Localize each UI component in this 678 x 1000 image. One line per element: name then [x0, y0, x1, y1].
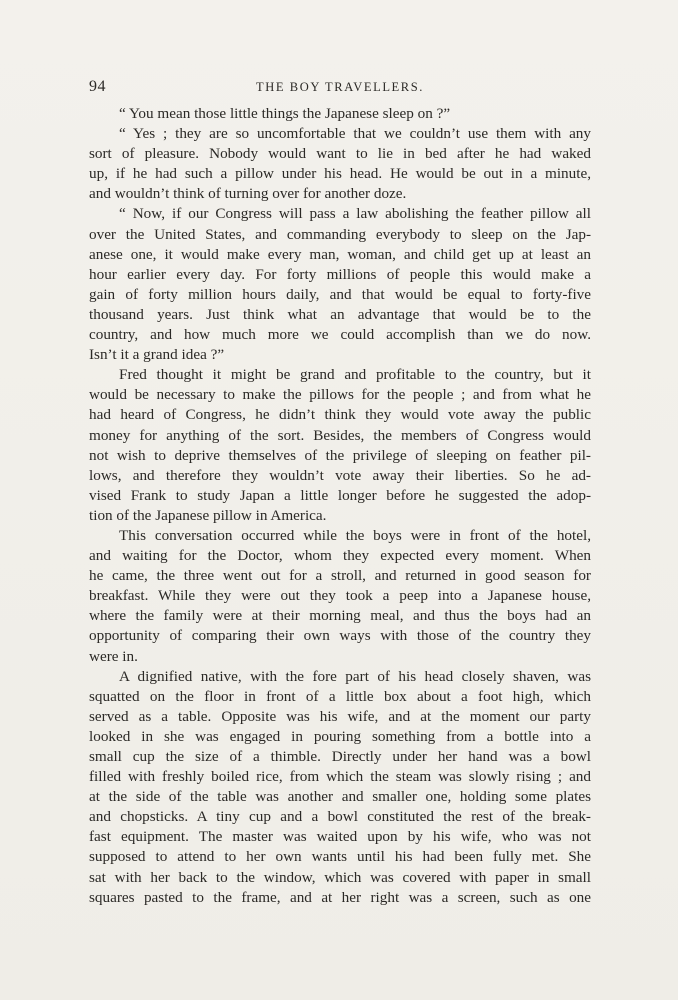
page-number: 94 [89, 78, 106, 95]
text-line: tion of the Japanese pillow in America. [89, 506, 327, 524]
text-line: he came, the three went out for a stroll, and returned in good season for [89, 567, 591, 585]
text-line: would be necessary to make the pillows for the people ; and from what he [89, 386, 591, 404]
text-line: and waiting for the Doctor, whom they expected every moment. When [89, 547, 591, 565]
text-line: gain of forty million hours daily, and that would be equal to forty-five [89, 285, 591, 303]
text-line: filled with freshly boiled rice, from which the steam was slowly rising ; and [89, 768, 591, 786]
text-line: and wouldn’t think of turning over for another doze. [89, 185, 407, 203]
text-line: Fred thought it might be grand and profitable to the country, but it [119, 366, 591, 384]
text-line: thousand years. Just think what an advantage that would be to the [89, 305, 591, 323]
text-line: lows, and therefore they wouldn’t vote away their liberties. So he ad- [89, 466, 591, 484]
text-line: hour earlier every day. For forty millions of people this would make a [89, 265, 591, 283]
text-line: money for anything of the sort. Besides, the members of Congress would [89, 426, 591, 444]
text-line: sat with her back to the window, which was covered with paper in small [89, 868, 591, 886]
running-head [89, 78, 591, 100]
text-line: anese one, it would make every man, woman, and child get up at least an [89, 245, 591, 263]
text-line: were in. [89, 647, 138, 665]
text-line: opportunity of comparing their own ways with those of the country they [89, 627, 591, 645]
text-line: “ Yes ; they are so uncomfortable that we couldn’t use them with any [119, 125, 591, 143]
text-line: not wish to deprive themselves of the privilege of sleeping on feather pil- [89, 446, 591, 464]
body-text [89, 104, 591, 908]
text-line: over the United States, and commanding everybody to sleep on the Jap- [89, 225, 591, 243]
text-line: Isn’t it a grand idea ?” [89, 346, 225, 364]
text-line: where the family were at their morning meal, and thus the boys had an [89, 607, 591, 625]
text-line: squares pasted to the frame, and at her right was a screen, such as one [89, 888, 591, 906]
text-line: sort of pleasure. Nobody would want to lie in bed after he had waked [89, 145, 591, 163]
text-line: at the side of the table was another and smaller one, holding some plates [89, 788, 591, 806]
text-line: served as a table. Opposite was his wife, and at the moment our party [89, 707, 591, 725]
text-line: supposed to attend to her own wants until his had been fully met. She [89, 848, 591, 866]
text-line: A dignified native, with the fore part of his head closely shaven, was [119, 667, 591, 685]
text-line: “ You mean those little things the Japanese sleep on ?” [119, 105, 451, 122]
text-line: “ Now, if our Congress will pass a law abolishing the feather pillow all [119, 205, 591, 223]
text-line: squatted on the floor in front of a little box about a foot high, which [89, 687, 591, 705]
text-line: vised Frank to study Japan a little longer before he suggested the adop- [89, 486, 591, 504]
text-line: small cup the size of a thimble. Directly under her hand was a bowl [89, 748, 591, 765]
text-line: up, if he had such a pillow under his head. He would be out in a minute, [89, 165, 591, 183]
text-line: had heard of Congress, he didn’t think they would vote away the public [89, 406, 591, 424]
text-line: breakfast. While they were out they took a peep into a Japanese house, [89, 587, 591, 605]
text-line: and chopsticks. A tiny cup and a bowl constituted the rest of the break- [89, 808, 591, 826]
text-line: country, and how much more we could accomplish than we do now. [89, 326, 591, 344]
text-line: This conversation occurred while the boys were in front of the hotel, [119, 526, 591, 544]
text-line: looked in she was engaged in pouring something from a bottle into a [89, 727, 591, 745]
running-title: THE BOY TRAVELLERS. [255, 80, 425, 94]
text-line: fast equipment. The master was waited upon by his wife, who was not [89, 828, 591, 846]
